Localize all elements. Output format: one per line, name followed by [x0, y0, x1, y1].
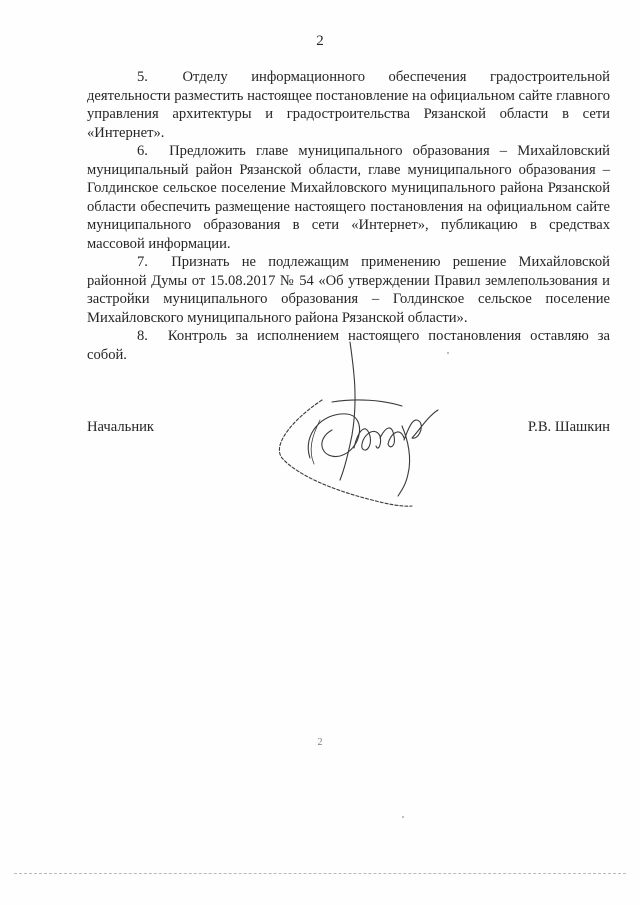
paragraph-number: 5. — [137, 69, 148, 85]
paragraph-6 — [87, 142, 610, 253]
paragraph-number: 8. — [137, 328, 148, 344]
paragraph-number: 7. — [137, 254, 148, 270]
paragraph-text: Признать не подлежащим применению решение Михайловской районной Думы от 15.08.2017 № 54 «Об утверждении Правил землепользования и застройки муниципального образования – Голдинское сельское поселение Михайловского муниципального района Рязанской области». — [87, 254, 610, 326]
document-body — [87, 68, 610, 364]
footer-page-number: 2 — [317, 737, 323, 748]
page-number: 2 — [316, 33, 324, 49]
paragraph-text: Отделу информационного обеспечения градостроительной деятельности разместить настоящее постановление на официальном сайте главного управления архитектуры и градостроительства Рязанской области в сети «Интернет». — [87, 69, 610, 141]
paragraph-text: Контроль за исполнением настоящего постановления оставляю за собой. — [87, 328, 610, 363]
paragraph-text: Предложить главе муниципального образования – Михайловский муниципальный район Рязанской области, главе муниципального образования – Голдинское сельское поселение Михайловского муниципального района Рязанской области обеспечить размещение настоящего постановления на официальном сайте муниципального образования в сети «Интернет», публикацию в средствах массовой информации. — [87, 143, 610, 252]
signatory-title: Начальник — [87, 419, 155, 435]
scan-speck — [402, 816, 404, 818]
paragraph-number: 6. — [137, 143, 148, 159]
handwritten-signature — [262, 340, 462, 510]
scan-edge-line — [14, 873, 626, 874]
paragraph-5 — [87, 68, 610, 142]
scan-speck — [447, 352, 449, 354]
paragraph-7 — [87, 253, 610, 327]
signatory-name: Р.В. Шашкин — [527, 419, 610, 435]
